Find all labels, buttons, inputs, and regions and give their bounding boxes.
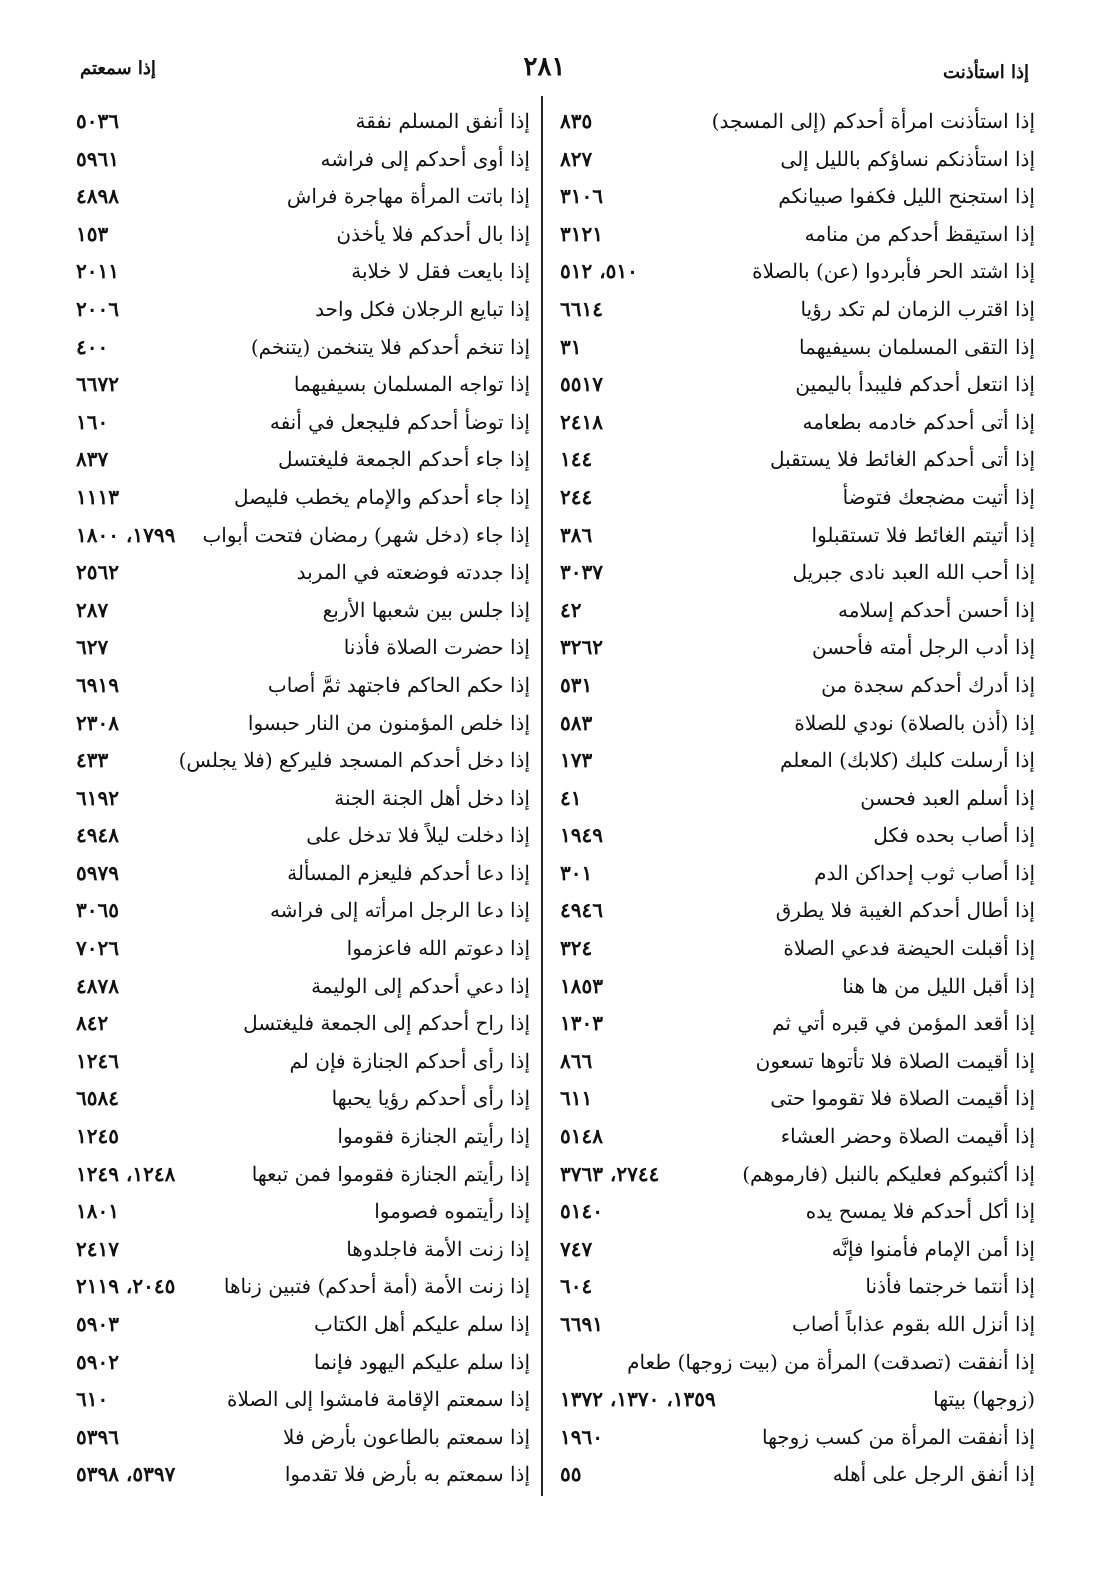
index-entry (76, 216, 530, 254)
entry-text: إذا تواجه المسلمان بسيفيهما (293, 372, 530, 397)
index-entry (560, 1456, 1035, 1494)
entry-hadith-number: ٥٣١ (560, 672, 593, 697)
entry-text: إذا التقى المسلمان بسيفيهما (798, 334, 1035, 359)
entry-text: إذا رأى أحدكم رؤيا يحبها (331, 1086, 530, 1111)
entry-text: إذا جلس بين شعبها الأربع (322, 597, 530, 622)
entry-text: إذا انتعل أحدكم فليبدأ باليمين (795, 372, 1035, 397)
entry-text: (زوجها) بيتها (933, 1387, 1035, 1412)
entry-hadith-number: ٢٥٦٢ (76, 560, 119, 585)
index-entry (76, 1005, 530, 1043)
index-entry (560, 329, 1035, 367)
entry-text: إذا أسلم العبد فحسن (860, 785, 1035, 810)
entry-text: إذا أتى أحدكم الغائط فلا يستقبل (769, 447, 1035, 472)
entry-hadith-number: ٥١٠، ٥١٢ (560, 259, 638, 284)
entry-text: إذا أقيمت الصلاة فلا تقوموا حتى (770, 1086, 1035, 1111)
entry-hadith-number: ٧٠٢٦ (76, 936, 119, 961)
entry-hadith-number: ٥٥١٧ (560, 372, 603, 397)
index-entry (76, 404, 530, 442)
index-entry (76, 705, 530, 743)
index-entry (560, 1306, 1035, 1344)
entry-hadith-number: ١١١٣ (76, 484, 119, 509)
index-entry (76, 780, 530, 818)
index-entry (76, 667, 530, 705)
entry-text: إذا أكل أحدكم فلا يمسح يده (805, 1199, 1035, 1224)
entry-text: إذا جددته فوضعته في المربد (296, 560, 530, 585)
entry-hadith-number: ٢٤١٨ (560, 409, 603, 434)
entry-hadith-number: ٣٢٤ (560, 936, 593, 961)
entry-hadith-number: ٢٨٧ (76, 597, 109, 622)
entry-text: إذا سلم عليكم أهل الكتاب (314, 1312, 530, 1336)
index-entry (76, 1118, 530, 1156)
entry-text: إذا أحسن أحدكم إسلامه (837, 597, 1035, 622)
index-entry (560, 592, 1035, 630)
entry-hadith-number: ٥١٤٠ (560, 1199, 603, 1224)
entry-text: إذا أتيتم الغائط فلا تستقبلوا (811, 522, 1035, 547)
index-entry (560, 404, 1035, 442)
entry-text: إذا أرسلت كلبك (كلابك) المعلم (780, 748, 1035, 773)
entry-text: إذا أنفقت المرأة من كسب زوجها (761, 1424, 1035, 1449)
index-column-left (76, 103, 530, 1494)
entry-text: إذا أقبل الليل من ها هنا (842, 973, 1035, 998)
entry-hadith-number: ١٧٣ (560, 748, 593, 773)
index-entry (560, 517, 1035, 555)
running-head-left: إذا سمعتم (80, 58, 156, 79)
entry-hadith-number: ٣٠١ (560, 860, 593, 885)
index-entry (560, 968, 1035, 1006)
entry-hadith-number: ٤٠٠ (76, 334, 109, 359)
index-entry (560, 1268, 1035, 1306)
entry-hadith-number: ٥٣٩٦ (76, 1424, 119, 1449)
entry-text: إذا جاء (دخل شهر) رمضان فتحت أبواب (202, 522, 530, 547)
page-header (60, 48, 1029, 88)
entry-hadith-number: ٣١٢١ (560, 221, 603, 246)
entry-hadith-number: ١٩٦٠ (560, 1424, 603, 1449)
index-entry (76, 329, 530, 367)
index-entry (76, 554, 530, 592)
entry-text: إذا سمعتم الإقامة فامشوا إلى الصلاة (227, 1387, 530, 1412)
index-entry (76, 1080, 530, 1118)
entry-text: إذا اقترب الزمان لم تكد رؤيا (800, 296, 1035, 321)
index-entry (560, 253, 1035, 291)
entry-text: إذا أنزل الله بقوم عذاباً أصاب (792, 1312, 1035, 1336)
entry-text: إذا استأذنت امرأة أحدكم (إلى المسجد) (711, 109, 1035, 133)
entry-hadith-number: ٦٥٨٤ (76, 1086, 119, 1111)
entry-text: إذا رأيتم الجنازة فقوموا (337, 1124, 530, 1149)
entry-hadith-number: ٥٠٣٦ (76, 109, 119, 133)
index-entry (76, 103, 530, 141)
entry-text: إذا دخل أحدكم المسجد فليركع (فلا يجلس) (178, 748, 530, 773)
entry-hadith-number: ٢٤٤ (560, 484, 593, 509)
index-entry (76, 1456, 530, 1494)
index-entry (560, 1344, 1035, 1382)
index-entry (76, 968, 530, 1006)
page-number: ٢٨١ (523, 52, 566, 82)
entry-hadith-number: ٣١٠٦ (560, 184, 603, 209)
entry-hadith-number: ٨٢٧ (560, 146, 593, 171)
entry-hadith-number: ٦١٠ (76, 1387, 109, 1412)
entry-hadith-number: ٣١ (560, 334, 582, 359)
entry-text: إذا أنتما خرجتما فأذنا (865, 1274, 1035, 1299)
index-entry (560, 1231, 1035, 1269)
index-entry (560, 667, 1035, 705)
entry-text: إذا اشتد الحر فأبردوا (عن) بالصلاة (752, 259, 1035, 284)
index-column-right (560, 103, 1035, 1494)
entry-text: إذا بايعت فقل لا خلابة (351, 259, 530, 284)
entry-text: إذا أقعد المؤمن في قبره أتي ثم (772, 1011, 1035, 1036)
entry-text: إذا أحب الله العبد نادى جبريل (792, 560, 1035, 585)
entry-hadith-number: ١٨٠١ (76, 1199, 119, 1224)
index-entry (76, 1419, 530, 1457)
entry-hadith-number: ٢٠٤٥، ٢١١٩ (76, 1274, 176, 1299)
entry-hadith-number: ٣٨٦ (560, 522, 593, 547)
index-entry (560, 441, 1035, 479)
index-entry (560, 742, 1035, 780)
index-entry (560, 178, 1035, 216)
entry-text: إذا تنخم أحدكم فلا يتنخمن (يتنخم) (250, 334, 530, 359)
index-entry (560, 780, 1035, 818)
index-entry (560, 629, 1035, 667)
entry-text: إذا أنفق المسلم نفقة (355, 109, 530, 133)
entry-text: إذا أتى أحدكم خادمه بطعامه (802, 409, 1035, 434)
index-entry (76, 592, 530, 630)
entry-hadith-number: ٤٣٣ (76, 748, 109, 773)
entry-text: إذا أنفق الرجل على أهله (832, 1462, 1035, 1487)
entry-text: إذا أنفقت (تصدقت) المرأة من (بيت زوجها) طعام (627, 1349, 1035, 1374)
index-entry (76, 366, 530, 404)
entry-text: إذا دعوتم الله فاعزموا (346, 936, 530, 961)
index-entry (560, 1419, 1035, 1457)
entry-text: إذا أقيمت الصلاة فلا تأتوها تسعون (755, 1048, 1035, 1073)
column-divider (541, 96, 543, 1496)
entry-text: إذا (أذن بالصلاة) نودي للصلاة (794, 710, 1035, 735)
index-entry (560, 1193, 1035, 1231)
entry-text: إذا رأيتم الجنازة فقوموا فمن تبعها (251, 1161, 530, 1186)
entry-text: إذا دخل أهل الجنة الجنة (334, 785, 530, 810)
index-entry (76, 178, 530, 216)
index-entry (76, 141, 530, 179)
entry-hadith-number: ٥٩٧٩ (76, 860, 119, 885)
entry-hadith-number: ٢٣٠٨ (76, 710, 119, 735)
entry-text: إذا رأيتموه فصوموا (374, 1199, 530, 1224)
index-entry (76, 1344, 530, 1382)
index-entry (76, 1306, 530, 1344)
entry-hadith-number: ١٣٠٣ (560, 1011, 603, 1036)
entry-text: إذا أكثبوكم فعليكم بالنبل (فارموهم) (742, 1161, 1035, 1186)
entry-text: إذا باتت المرأة مهاجرة فراش (286, 184, 530, 209)
entry-text: إذا أقبلت الحيضة فدعي الصلاة (783, 936, 1035, 961)
entry-hadith-number: ٦٦١٤ (560, 296, 603, 321)
index-entry (76, 742, 530, 780)
entry-hadith-number: ١٩٤٩ (560, 823, 603, 848)
entry-text: إذا زنت الأمة فاجلدوها (346, 1236, 530, 1261)
index-entry (76, 855, 530, 893)
entry-hadith-number: ٢٠٠٦ (76, 296, 119, 321)
index-entry (560, 479, 1035, 517)
entry-text: إذا أصاب ثوب إحداكن الدم (814, 860, 1035, 885)
entry-hadith-number: ٦٦٧٢ (76, 372, 119, 397)
index-entry (560, 1118, 1035, 1156)
entry-hadith-number: ١٧٩٩، ١٨٠٠ (76, 522, 176, 547)
entry-text: إذا جاء أحدكم الجمعة فليغتسل (278, 447, 530, 472)
entry-text: إذا أصاب بحده فكل (873, 823, 1035, 848)
index-entry (560, 1080, 1035, 1118)
index-entry (560, 930, 1035, 968)
entry-hadith-number: ٥٩٠٣ (76, 1312, 119, 1336)
entry-hadith-number: ٥٣٩٧، ٥٣٩٨ (76, 1462, 176, 1487)
index-entry (76, 930, 530, 968)
entry-text: إذا استيقظ أحدكم من منامه (804, 221, 1035, 246)
index-entry (560, 1381, 1035, 1419)
entry-hadith-number: ٥٩٦١ (76, 146, 119, 171)
entry-text: إذا دعا الرجل امرأته إلى فراشه (269, 898, 530, 923)
entry-hadith-number: ١٦٠ (76, 409, 109, 434)
index-entry (76, 441, 530, 479)
entry-hadith-number: ٦٩١٩ (76, 672, 119, 697)
entry-hadith-number: ١٢٤٨، ١٢٤٩ (76, 1161, 176, 1186)
entry-text: إذا استجنح الليل فكفوا صبيانكم (778, 184, 1035, 209)
index-entry (76, 253, 530, 291)
entry-hadith-number: ٢٧٤٤، ٣٧٦٣ (560, 1161, 660, 1186)
entry-hadith-number: ١٢٤٦ (76, 1048, 119, 1073)
entry-text: إذا أمن الإمام فأمنوا فإنَّه (831, 1236, 1035, 1261)
entry-hadith-number: ٦٢٧ (76, 635, 109, 660)
index-entry (76, 1268, 530, 1306)
index-entry (76, 1381, 530, 1419)
entry-text: إذا رأى أحدكم الجنازة فإن لم (289, 1048, 530, 1073)
index-entry (76, 1156, 530, 1194)
entry-hadith-number: ٤٩٤٦ (560, 898, 603, 923)
entry-hadith-number: ٥٥ (560, 1462, 582, 1487)
entry-text: إذا أتيت مضجعك فتوضأ (842, 484, 1035, 509)
entry-text: إذا دعا أحدكم فليعزم المسألة (287, 860, 530, 885)
entry-hadith-number: ٨٦٦ (560, 1048, 593, 1073)
index-entry (560, 554, 1035, 592)
index-entry (76, 517, 530, 555)
entry-text: إذا حضرت الصلاة فأذنا (343, 635, 530, 660)
entry-text: إذا تبايع الرجلان فكل واحد (315, 296, 530, 321)
entry-hadith-number: ٥١٤٨ (560, 1124, 603, 1149)
entry-text: إذا أوى أحدكم إلى فراشه (320, 146, 530, 171)
entry-hadith-number: ٥٨٣ (560, 710, 593, 735)
running-head-right: إذا استأذنت (943, 62, 1029, 83)
entry-text: إذا سمعتم به بأرض فلا تقدموا (284, 1462, 530, 1487)
entry-hadith-number: ٣٠٣٧ (560, 560, 603, 585)
entry-text: إذا دخلت ليلاً فلا تدخل على (306, 823, 530, 848)
entry-text: إذا أدب الرجل أمته فأحسن (811, 635, 1035, 660)
entry-hadith-number: ١٥٣ (76, 221, 109, 246)
index-entry (560, 291, 1035, 329)
entry-text: إذا أطال أحدكم الغيبة فلا يطرق (775, 898, 1035, 923)
entry-hadith-number: ٦٦٩١ (560, 1312, 603, 1336)
index-entry (76, 892, 530, 930)
entry-hadith-number: ٤٨٧٨ (76, 973, 119, 998)
index-entry (560, 366, 1035, 404)
entry-hadith-number: ١٢٤٥ (76, 1124, 119, 1149)
index-entry (560, 705, 1035, 743)
index-entry (560, 103, 1035, 141)
entry-hadith-number: ٧٤٧ (560, 1236, 593, 1261)
entry-hadith-number: ٣٠٦٥ (76, 898, 119, 923)
entry-text: إذا سلم عليكم اليهود فإنما (313, 1349, 530, 1374)
index-entry (76, 291, 530, 329)
index-entry (560, 817, 1035, 855)
entry-hadith-number: ٨٣٥ (560, 109, 593, 133)
entry-text: إذا حكم الحاكم فاجتهد ثمَّ أصاب (267, 672, 530, 697)
entry-text: إذا بال أحدكم فلا يأخذن (336, 221, 530, 246)
entry-hadith-number: ١٤٤ (560, 447, 593, 472)
entry-text: إذا زنت الأمة (أمة أحدكم) فتبين زناها (223, 1274, 530, 1299)
entry-text: إذا أدرك أحدكم سجدة من (821, 672, 1035, 697)
entry-text: إذا خلص المؤمنون من النار حبسوا (247, 710, 530, 735)
entry-text: إذا جاء أحدكم والإمام يخطب فليصل (234, 484, 530, 509)
entry-text: إذا أقيمت الصلاة وحضر العشاء (780, 1124, 1035, 1149)
entry-hadith-number: ٨٤٢ (76, 1011, 109, 1036)
entry-hadith-number: ٤١ (560, 785, 582, 810)
index-entry (76, 1193, 530, 1231)
index-entry (560, 1156, 1035, 1194)
entry-hadith-number: ١٣٥٩، ١٣٧٠، ١٣٧٢ (560, 1387, 716, 1412)
entry-hadith-number: ٤٩٤٨ (76, 823, 119, 848)
index-entry (560, 892, 1035, 930)
index-entry (76, 817, 530, 855)
entry-text: إذا توضأ أحدكم فليجعل في أنفه (269, 409, 530, 434)
entry-text: إذا سمعتم بالطاعون بأرض فلا (283, 1424, 530, 1449)
entry-hadith-number: ٦١١ (560, 1086, 593, 1111)
entry-text: إذا راح أحدكم إلى الجمعة فليغتسل (243, 1011, 530, 1036)
index-entry (560, 1043, 1035, 1081)
entry-hadith-number: ٢٤١٧ (76, 1236, 119, 1261)
entry-hadith-number: ٦١٩٢ (76, 785, 119, 810)
entry-hadith-number: ٢٠١١ (76, 259, 119, 284)
entry-hadith-number: ١٨٥٣ (560, 973, 603, 998)
index-entry (560, 855, 1035, 893)
entry-hadith-number: ٤٢ (560, 597, 582, 622)
entry-hadith-number: ٦٠٤ (560, 1274, 593, 1299)
index-entry (560, 216, 1035, 254)
index-entry (76, 1231, 530, 1269)
entry-hadith-number: ٤٨٩٨ (76, 184, 119, 209)
index-entry (76, 629, 530, 667)
entry-text: إذا دعي أحدكم إلى الوليمة (311, 973, 530, 998)
entry-hadith-number: ٣٢٦٢ (560, 635, 603, 660)
entry-text: إذا استأذنكم نساؤكم بالليل إلى (780, 146, 1035, 171)
index-entry (76, 1043, 530, 1081)
entry-hadith-number: ٨٣٧ (76, 447, 109, 472)
index-entry (560, 141, 1035, 179)
entry-hadith-number: ٥٩٠٢ (76, 1349, 119, 1374)
index-entry (76, 479, 530, 517)
index-entry (560, 1005, 1035, 1043)
